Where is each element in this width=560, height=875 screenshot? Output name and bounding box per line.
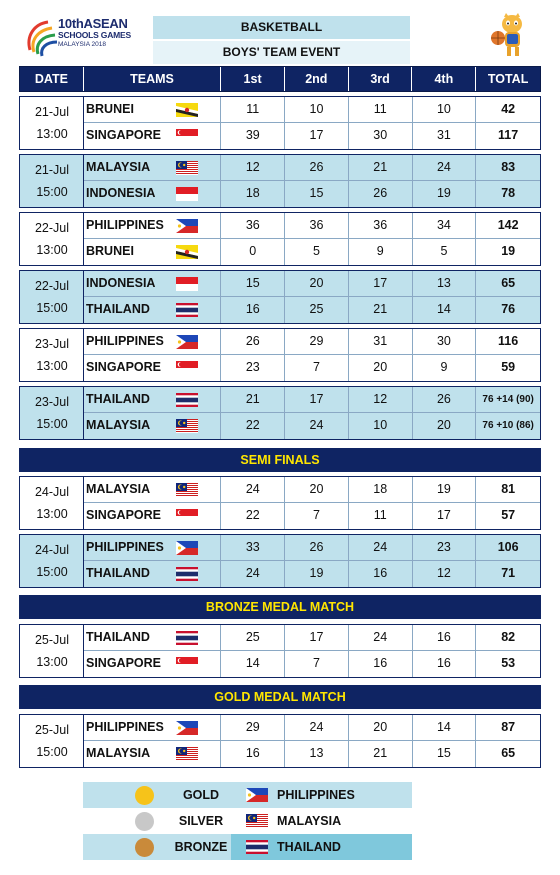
- quarter-score: 26: [285, 535, 349, 560]
- quarter-score: 21: [349, 741, 413, 767]
- quarter-score: 5: [285, 239, 349, 265]
- thailand-flag-icon: [176, 567, 198, 581]
- event-title: BOYS' TEAM EVENT: [153, 41, 410, 64]
- quarter-score: 0: [221, 239, 285, 265]
- bronze-medal-heading: BRONZE MEDAL MATCH: [19, 595, 541, 619]
- date-cell: [20, 625, 84, 677]
- logo-title: 10thASEAN: [58, 16, 128, 31]
- quarter-score: 17: [285, 625, 349, 650]
- medal-team: MALAYSIA: [277, 814, 342, 828]
- game-date: 23-Jul: [34, 337, 70, 351]
- bronze-medal-icon: [135, 838, 154, 857]
- table-row: [84, 123, 540, 149]
- total-score: 106: [497, 540, 519, 554]
- thailand-flag-icon: [176, 303, 198, 317]
- team-name: SINGAPORE: [86, 508, 162, 522]
- team-cell: [84, 271, 221, 296]
- team-cell: [84, 715, 221, 740]
- game-date: 21-Jul: [34, 105, 70, 119]
- quarter-score: 15: [221, 271, 285, 296]
- total-score: 76: [501, 302, 516, 316]
- quarter-score: 12: [221, 155, 285, 180]
- malaysia-flag-icon: [176, 419, 198, 433]
- game-block: [19, 96, 541, 150]
- team-cell: [84, 97, 221, 122]
- total-score: 78: [501, 186, 516, 200]
- quarter-score: 31: [349, 329, 413, 354]
- team-name: SINGAPORE: [86, 360, 162, 374]
- team-cell: [84, 155, 221, 180]
- quarter-score: 20: [285, 477, 349, 502]
- quarter-score: 13: [285, 741, 349, 767]
- medal-team: THAILAND: [277, 840, 341, 854]
- game-block: [19, 714, 541, 768]
- quarter-score: 22: [221, 503, 285, 529]
- singapore-flag-icon: [176, 129, 198, 143]
- table-row: [84, 387, 540, 413]
- quarter-score: 26: [221, 329, 285, 354]
- date-cell: [20, 271, 84, 323]
- quarter-score: 24: [413, 155, 477, 180]
- date-cell: [20, 477, 84, 529]
- quarter-score: 21: [349, 155, 413, 180]
- team-name: MALAYSIA: [86, 482, 151, 496]
- team-name: BRUNEI: [86, 102, 134, 116]
- quarter-score: 18: [221, 181, 285, 207]
- team-cell: [84, 181, 221, 207]
- quarter-score: 9: [413, 355, 477, 381]
- game-block: [19, 328, 541, 382]
- quarter-score: 16: [413, 651, 477, 677]
- malaysia-flag-icon: [176, 483, 198, 497]
- team-cell: [84, 329, 221, 354]
- team-name: PHILIPPINES: [86, 218, 164, 232]
- game-block: [19, 534, 541, 588]
- quarter-score: 16: [221, 297, 285, 323]
- gold-medal-heading: GOLD MEDAL MATCH: [19, 685, 541, 709]
- quarter-score: 25: [285, 297, 349, 323]
- table-row: [84, 625, 540, 651]
- semi-finals-heading: SEMI FINALS: [19, 448, 541, 472]
- quarter-score: 18: [349, 477, 413, 502]
- thailand-flag-icon: [176, 393, 198, 407]
- malaysia-flag-icon: [246, 814, 268, 828]
- team-cell: [84, 355, 221, 381]
- quarter-score: 17: [413, 503, 477, 529]
- col-total: TOTAL: [487, 72, 529, 86]
- legend-row: [83, 782, 412, 808]
- team-cell: [84, 535, 221, 560]
- total-score: 81: [501, 482, 516, 496]
- team-cell: [84, 625, 221, 650]
- col-date: DATE: [20, 67, 84, 91]
- team-cell: [84, 413, 221, 439]
- medal-label: BRONZE: [174, 840, 228, 854]
- total-score: 65: [501, 276, 516, 290]
- game-date: 22-Jul: [34, 279, 70, 293]
- thailand-flag-icon: [176, 631, 198, 645]
- quarter-score: 16: [221, 741, 285, 767]
- total-score: 59: [501, 360, 516, 374]
- team-name: THAILAND: [86, 630, 150, 644]
- game-time: 13:00: [36, 507, 68, 521]
- total-score: 65: [501, 746, 516, 760]
- quarter-score: 20: [413, 413, 477, 439]
- table-row: [84, 181, 540, 207]
- quarter-score: 15: [413, 741, 477, 767]
- quarter-score: 26: [349, 181, 413, 207]
- medal-team: PHILIPPINES: [277, 788, 355, 802]
- singapore-flag-icon: [176, 657, 198, 671]
- team-name: THAILAND: [86, 392, 150, 406]
- game-date: 24-Jul: [34, 485, 70, 499]
- brunei-flag-icon: [176, 245, 198, 259]
- team-name: THAILAND: [86, 302, 150, 316]
- quarter-score: 34: [413, 213, 477, 238]
- game-block: [19, 624, 541, 678]
- game-date: 24-Jul: [34, 543, 70, 557]
- team-name: BRUNEI: [86, 244, 134, 258]
- logo-emblem-icon: [24, 18, 58, 58]
- quarter-score: 17: [285, 123, 349, 149]
- quarter-score: 29: [285, 329, 349, 354]
- total-score: 142: [497, 218, 519, 232]
- game-time: 15:00: [36, 417, 68, 431]
- quarter-score: 12: [413, 561, 477, 587]
- table-row: [84, 271, 540, 297]
- date-cell: [20, 535, 84, 587]
- total-score: 76 +10 (86): [482, 420, 534, 431]
- col-q2: 2nd: [285, 67, 349, 91]
- game-date: 22-Jul: [34, 221, 70, 235]
- total-score: 82: [501, 630, 516, 644]
- team-name: PHILIPPINES: [86, 540, 164, 554]
- game-time: 13:00: [36, 243, 68, 257]
- team-cell: [84, 387, 221, 412]
- team-cell: [84, 651, 221, 677]
- quarter-score: 23: [221, 355, 285, 381]
- table-header: [19, 66, 541, 92]
- philippines-flag-icon: [176, 541, 198, 555]
- legend-row: [83, 808, 412, 834]
- quarter-score: 30: [413, 329, 477, 354]
- indonesia-flag-icon: [176, 187, 198, 201]
- quarter-score: 24: [349, 625, 413, 650]
- mascot-icon: [488, 12, 530, 58]
- quarter-score: 24: [285, 413, 349, 439]
- game-block: [19, 476, 541, 530]
- team-name: MALAYSIA: [86, 746, 151, 760]
- table-row: [84, 97, 540, 123]
- team-cell: [84, 477, 221, 502]
- total-score: 19: [501, 244, 516, 258]
- quarter-score: 21: [349, 297, 413, 323]
- game-time: 15:00: [36, 185, 68, 199]
- game-date: 25-Jul: [34, 633, 70, 647]
- quarter-score: 16: [413, 625, 477, 650]
- quarter-score: 23: [413, 535, 477, 560]
- medal-label: SILVER: [178, 814, 224, 828]
- quarter-score: 30: [349, 123, 413, 149]
- team-cell: [84, 123, 221, 149]
- quarter-score: 19: [285, 561, 349, 587]
- quarter-score: 16: [349, 651, 413, 677]
- table-row: [84, 477, 540, 503]
- game-date: 21-Jul: [34, 163, 70, 177]
- quarter-score: 17: [285, 387, 349, 412]
- game-time: 13:00: [36, 127, 68, 141]
- team-name: INDONESIA: [86, 276, 156, 290]
- legend-row: [83, 834, 412, 860]
- indonesia-flag-icon: [176, 277, 198, 291]
- game-block: [19, 212, 541, 266]
- total-score: 87: [501, 720, 516, 734]
- quarter-score: 14: [413, 715, 477, 740]
- team-cell: [84, 239, 221, 265]
- team-cell: [84, 297, 221, 323]
- total-score: 57: [501, 508, 516, 522]
- table-row: [84, 239, 540, 265]
- table-row: [84, 329, 540, 355]
- quarter-score: 25: [221, 625, 285, 650]
- table-row: [84, 297, 540, 323]
- thailand-flag-icon: [246, 840, 268, 854]
- quarter-score: 24: [285, 715, 349, 740]
- team-cell: [84, 503, 221, 529]
- col-teams: TEAMS: [84, 67, 221, 91]
- quarter-score: 33: [221, 535, 285, 560]
- team-name: SINGAPORE: [86, 128, 162, 142]
- quarter-score: 39: [221, 123, 285, 149]
- philippines-flag-icon: [176, 721, 198, 735]
- quarter-score: 14: [413, 297, 477, 323]
- quarter-score: 9: [349, 239, 413, 265]
- game-date: 23-Jul: [34, 395, 70, 409]
- date-cell: [20, 155, 84, 207]
- total-score: 53: [501, 656, 516, 670]
- team-cell: [84, 213, 221, 238]
- game-time: 15:00: [36, 745, 68, 759]
- quarter-score: 36: [349, 213, 413, 238]
- table-row: [84, 561, 540, 587]
- game-block: [19, 270, 541, 324]
- total-score: 42: [501, 102, 516, 116]
- medal-label: GOLD: [182, 788, 220, 802]
- quarter-score: 17: [349, 271, 413, 296]
- quarter-score: 22: [221, 413, 285, 439]
- table-row: [84, 715, 540, 741]
- table-row: [84, 503, 540, 529]
- date-cell: [20, 329, 84, 381]
- team-name: MALAYSIA: [86, 418, 151, 432]
- quarter-score: 24: [221, 561, 285, 587]
- quarter-score: 36: [285, 213, 349, 238]
- team-name: PHILIPPINES: [86, 720, 164, 734]
- quarter-score: 20: [285, 271, 349, 296]
- total-score: 76 +14 (90): [482, 394, 534, 405]
- game-time: 15:00: [36, 301, 68, 315]
- quarter-score: 10: [349, 413, 413, 439]
- singapore-flag-icon: [176, 361, 198, 375]
- logo-location: MALAYSIA 2018: [58, 41, 106, 48]
- quarter-score: 26: [413, 387, 477, 412]
- quarter-score: 11: [349, 97, 413, 122]
- game-block: [19, 386, 541, 440]
- brunei-flag-icon: [176, 103, 198, 117]
- quarter-score: 5: [413, 239, 477, 265]
- total-score: 83: [501, 160, 516, 174]
- quarter-score: 10: [285, 97, 349, 122]
- silver-medal-icon: [135, 812, 154, 831]
- philippines-flag-icon: [246, 788, 268, 802]
- col-q4: 4th: [412, 67, 476, 91]
- singapore-flag-icon: [176, 509, 198, 523]
- game-time: 15:00: [36, 565, 68, 579]
- quarter-score: 10: [413, 97, 477, 122]
- col-q3: 3rd: [349, 67, 413, 91]
- quarter-score: 7: [285, 651, 349, 677]
- quarter-score: 29: [221, 715, 285, 740]
- date-cell: [20, 97, 84, 149]
- date-cell: [20, 715, 84, 767]
- total-score: 116: [498, 334, 519, 348]
- team-name: SINGAPORE: [86, 656, 162, 670]
- game-block: [19, 154, 541, 208]
- quarter-score: 7: [285, 503, 349, 529]
- table-row: [84, 741, 540, 767]
- malaysia-flag-icon: [176, 161, 198, 175]
- quarter-score: 19: [413, 181, 477, 207]
- date-cell: [20, 387, 84, 439]
- game-time: 13:00: [36, 655, 68, 669]
- team-name: PHILIPPINES: [86, 334, 164, 348]
- quarter-score: 15: [285, 181, 349, 207]
- quarter-score: 21: [221, 387, 285, 412]
- sport-title: BASKETBALL: [153, 16, 410, 39]
- quarter-score: 11: [349, 503, 413, 529]
- game-date: 25-Jul: [34, 723, 70, 737]
- malaysia-flag-icon: [176, 747, 198, 761]
- quarter-score: 20: [349, 715, 413, 740]
- quarter-score: 19: [413, 477, 477, 502]
- quarter-score: 7: [285, 355, 349, 381]
- quarter-score: 24: [349, 535, 413, 560]
- team-cell: [84, 741, 221, 767]
- asean-schools-games-logo: [22, 12, 152, 64]
- table-row: [84, 413, 540, 439]
- team-cell: [84, 561, 221, 587]
- col-q1: 1st: [221, 67, 285, 91]
- team-name: INDONESIA: [86, 186, 156, 200]
- philippines-flag-icon: [176, 219, 198, 233]
- table-row: [84, 155, 540, 181]
- team-name: THAILAND: [86, 566, 150, 580]
- quarter-score: 26: [285, 155, 349, 180]
- table-row: [84, 213, 540, 239]
- game-time: 13:00: [36, 359, 68, 373]
- quarter-score: 16: [349, 561, 413, 587]
- table-row: [84, 535, 540, 561]
- total-score: 117: [498, 128, 519, 142]
- quarter-score: 24: [221, 477, 285, 502]
- quarter-score: 36: [221, 213, 285, 238]
- date-cell: [20, 213, 84, 265]
- total-score: 71: [501, 566, 516, 580]
- quarter-score: 14: [221, 651, 285, 677]
- logo-subtitle: SCHOOLS GAMES: [58, 30, 131, 40]
- table-row: [84, 355, 540, 381]
- quarter-score: 12: [349, 387, 413, 412]
- quarter-score: 31: [413, 123, 477, 149]
- table-row: [84, 651, 540, 677]
- team-name: MALAYSIA: [86, 160, 151, 174]
- quarter-score: 11: [221, 97, 285, 122]
- quarter-score: 13: [413, 271, 477, 296]
- philippines-flag-icon: [176, 335, 198, 349]
- gold-medal-icon: [135, 786, 154, 805]
- quarter-score: 20: [349, 355, 413, 381]
